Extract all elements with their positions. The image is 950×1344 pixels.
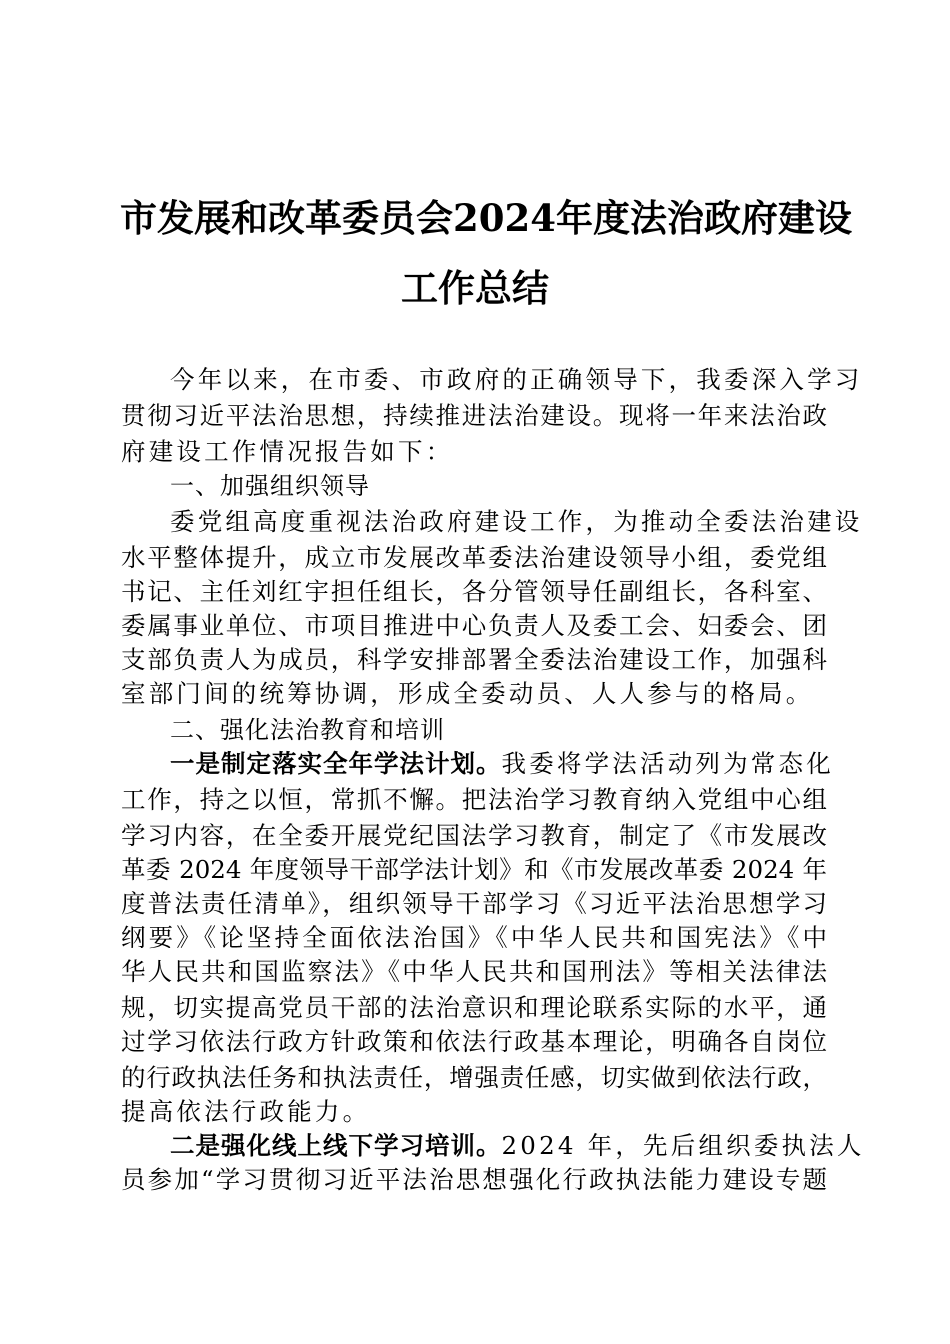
section-1-line: 书记、主任刘红宇担任组长，各分管领导任副组长，各科室、 [121, 577, 827, 606]
section-1-line: 支部负责人为成员，科学安排部署全委法治建设工作，加强科 [121, 645, 827, 674]
section-2-para-1-line: 提高依法行政能力。 [121, 1097, 371, 1126]
section-2-para-1-line: 革委 2024 年度领导干部学法计划》和《市发展改革委 2024 年 [121, 855, 827, 884]
section-2-para-2-line: 员参加“学习贯彻习近平法治思想强化行政执法能力建设专题 [121, 1165, 827, 1194]
section-1-line: 水平整体提升，成立市发展改革委法治建设领导小组，委党组 [121, 543, 827, 572]
section-2-heading: 二、强化法治教育和培训 [170, 716, 445, 744]
section-2-para-1-line: 度普法责任清单》，组织领导干部学习《习近平法治思想学习 [121, 889, 827, 918]
section-2-para-1-line: 的行政执法任务和执法责任，增强责任感，切实做到依法行政， [121, 1063, 827, 1092]
intro-line: 贯彻习近平法治思想，持续推进法治建设。现将一年来法治政 [121, 401, 827, 430]
section-2-para-1-line: 学习内容，在全委开展党纪国法学习教育，制定了《市发展改 [121, 821, 827, 850]
para-1-first-rest: 我委将学法活动列为常态化 [501, 749, 834, 778]
section-2-para-1-first-line [170, 748, 834, 780]
intro-line: 今年以来，在市委、市政府的正确领导下，我委深入学习 [170, 365, 863, 394]
section-1-line: 室部门间的统筹协调，形成全委动员、人人参与的格局。 [121, 679, 814, 708]
section-1-heading: 一、加强组织领导 [170, 472, 370, 500]
document-title-line-1: 市发展和改革委员会2024年度法治政府建设 [120, 196, 852, 240]
para-2-first-rest: 2024 年，先后组织委执法人 [501, 1131, 865, 1160]
document-title-line-2: 工作总结 [401, 266, 549, 310]
para-2-lead: 二是强化线上线下学习培训。 [170, 1131, 502, 1160]
section-2-para-1-line: 纲要》《论坚持全面依法治国》《中华人民共和国宪法》《中 [121, 923, 827, 952]
section-2-para-1-line: 华人民共和国监察法》《中华人民共和国刑法》等相关法律法 [121, 957, 827, 986]
section-1-line: 委属事业单位、市项目推进中心负责人及委工会、妇委会、团 [121, 611, 827, 640]
section-2-para-1-line: 过学习依法行政方针政策和依法行政基本理论，明确各自岗位 [121, 1027, 827, 1056]
section-2-para-2-first-line [170, 1130, 865, 1162]
para-1-lead: 一是制定落实全年学法计划。 [170, 749, 502, 778]
section-2-para-1-line: 规，切实提高党员干部的法治意识和理论联系实际的水平，通 [121, 993, 827, 1022]
intro-line: 府建设工作情况报告如下： [121, 437, 454, 466]
section-1-line: 委党组高度重视法治政府建设工作，为推动全委法治建设 [170, 507, 863, 536]
section-2-para-1-line: 工作，持之以恒，常抓不懈。把法治学习教育纳入党组中心组 [121, 785, 827, 814]
